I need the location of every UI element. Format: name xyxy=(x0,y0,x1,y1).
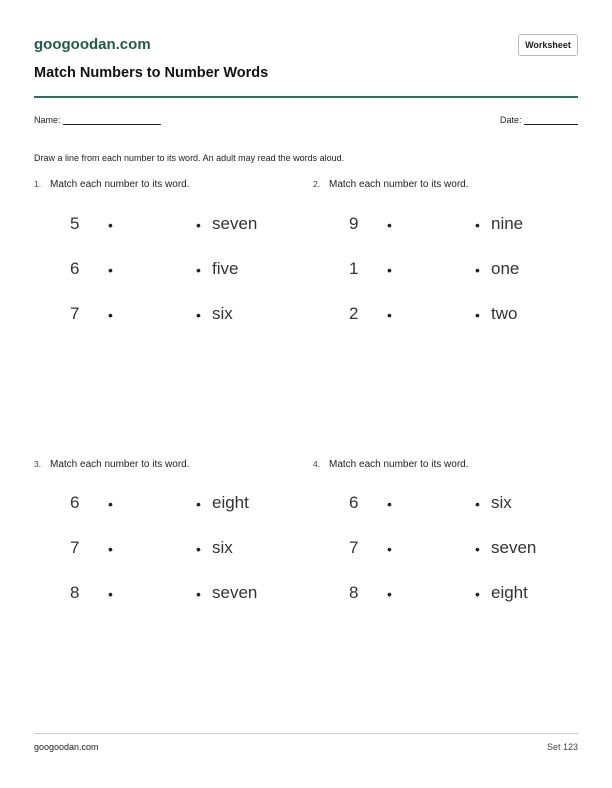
word-item: seven xyxy=(212,214,258,233)
name-field xyxy=(34,115,161,125)
page-title: Match Numbers to Number Words xyxy=(34,65,269,81)
word-dot[interactable]: • xyxy=(196,262,201,278)
word-dot[interactable]: • xyxy=(475,586,480,602)
number-dot[interactable]: • xyxy=(387,541,392,557)
number-dot[interactable]: • xyxy=(108,262,113,278)
problem-3 xyxy=(34,459,294,659)
word-item: eight xyxy=(212,493,249,512)
match-row xyxy=(34,304,294,328)
problem-prompt: Match each number to its word. xyxy=(329,179,469,190)
footer-set-label: Set 123 xyxy=(546,742,578,752)
number-item: 7 xyxy=(70,538,80,557)
number-item: 6 xyxy=(70,259,80,278)
worksheet-badge: Worksheet xyxy=(518,34,578,56)
number-item: 5 xyxy=(70,214,80,233)
instructions: Draw a line from each number to its word. An adult may read the words aloud. xyxy=(34,153,345,163)
date-blank[interactable] xyxy=(524,115,578,125)
word-item: five xyxy=(212,259,239,278)
name-blank[interactable] xyxy=(63,115,161,125)
match-row xyxy=(34,259,294,283)
match-row xyxy=(313,214,573,238)
word-item: one xyxy=(491,259,520,278)
word-item: six xyxy=(491,493,512,512)
number-item: 8 xyxy=(70,583,80,602)
problem-number: 4. xyxy=(313,459,321,469)
match-row xyxy=(313,304,573,328)
number-item: 7 xyxy=(70,304,80,323)
number-item: 2 xyxy=(349,304,359,323)
number-dot[interactable]: • xyxy=(387,217,392,233)
number-dot[interactable]: • xyxy=(108,586,113,602)
number-dot[interactable]: • xyxy=(387,496,392,512)
name-label: Name: xyxy=(34,115,61,125)
word-item: seven xyxy=(212,583,258,602)
number-item: 6 xyxy=(70,493,80,512)
word-item: eight xyxy=(491,583,528,602)
footer-divider xyxy=(34,733,578,734)
problem-prompt: Match each number to its word. xyxy=(50,459,190,470)
number-dot[interactable]: • xyxy=(108,217,113,233)
brand-name: googoodan.com xyxy=(34,36,151,53)
match-row xyxy=(34,583,294,607)
match-row xyxy=(313,493,573,517)
problem-number: 1. xyxy=(34,179,42,189)
problem-2 xyxy=(313,179,573,379)
header-divider xyxy=(34,96,578,98)
word-dot[interactable]: • xyxy=(475,262,480,278)
problem-number: 2. xyxy=(313,179,321,189)
word-item: six xyxy=(212,538,233,557)
word-item: seven xyxy=(491,538,537,557)
number-item: 9 xyxy=(349,214,359,233)
problem-prompt: Match each number to its word. xyxy=(329,459,469,470)
problem-prompt: Match each number to its word. xyxy=(50,179,190,190)
problem-4 xyxy=(313,459,573,659)
number-item: 8 xyxy=(349,583,359,602)
word-dot[interactable]: • xyxy=(475,307,480,323)
word-item: two xyxy=(491,304,518,323)
word-dot[interactable]: • xyxy=(196,586,201,602)
date-field xyxy=(500,115,578,125)
footer-site: googoodan.com xyxy=(34,742,99,752)
match-row xyxy=(34,493,294,517)
match-row xyxy=(313,259,573,283)
word-item: six xyxy=(212,304,233,323)
match-row xyxy=(313,538,573,562)
number-item: 7 xyxy=(349,538,359,557)
number-dot[interactable]: • xyxy=(108,496,113,512)
date-label: Date: xyxy=(499,115,522,125)
match-row xyxy=(34,214,294,238)
word-item: nine xyxy=(491,214,524,233)
problem-1 xyxy=(34,179,294,379)
number-item: 1 xyxy=(349,259,359,278)
word-dot[interactable]: • xyxy=(475,217,480,233)
word-dot[interactable]: • xyxy=(196,307,201,323)
match-row xyxy=(313,583,573,607)
match-row xyxy=(34,538,294,562)
number-dot[interactable]: • xyxy=(108,541,113,557)
number-dot[interactable]: • xyxy=(108,307,113,323)
number-dot[interactable]: • xyxy=(387,262,392,278)
number-item: 6 xyxy=(349,493,359,512)
word-dot[interactable]: • xyxy=(196,541,201,557)
word-dot[interactable]: • xyxy=(475,541,480,557)
word-dot[interactable]: • xyxy=(196,217,201,233)
problem-number: 3. xyxy=(34,459,42,469)
word-dot[interactable]: • xyxy=(475,496,480,512)
number-dot[interactable]: • xyxy=(387,307,392,323)
number-dot[interactable]: • xyxy=(387,586,392,602)
word-dot[interactable]: • xyxy=(196,496,201,512)
